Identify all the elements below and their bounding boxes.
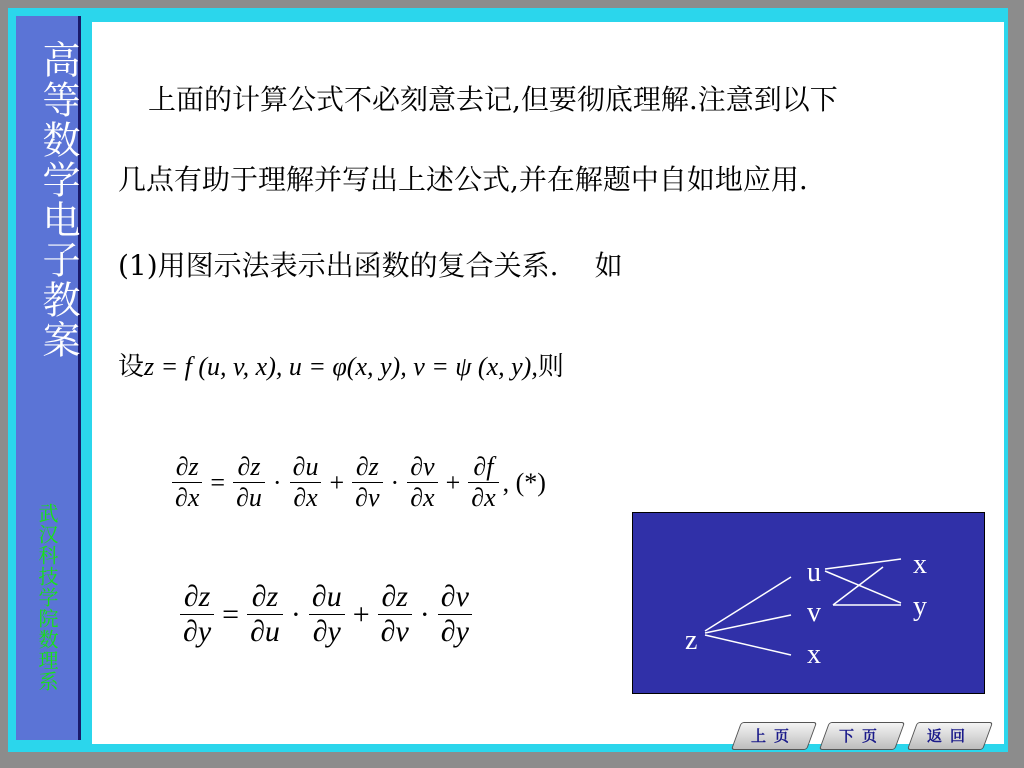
node-y-right: y [913,591,927,622]
definition-formula [118,346,564,383]
prev-page-button[interactable] [731,722,817,750]
frame-bottom [0,752,1024,768]
edge-z-u [705,577,791,631]
nav-bar [720,718,1006,750]
paragraph-line-3-suffix: 如 [594,249,623,282]
frame-top [0,0,1024,8]
prev-page-label: 上页 [750,727,797,745]
paragraph-line-3-text: (1)用图示法表示出函数的复合关系. [118,249,559,282]
equation-dz-dx: $\frac{\partial z}{\partial x}$ = $\frac{\partial z}{\partial u}$ · $\frac{\partial u}{\partial x}$ + $\frac{\partial z}{\partial v}$ · $\frac{\partial v}{\partial x}$ + $\frac{\partial f}{\partial x}$ , (*) [170,452,552,513]
frame-left [0,0,8,768]
edge-z-x [705,635,791,655]
equation-dz-dy: $\frac{\partial z}{\partial y}$ = $\frac{\partial z}{\partial u}$ · $\frac{\partial u}{\partial y}$ + $\frac{\partial z}{\partial v}$ · $\frac{\partial v}{\partial y}$ [178,580,474,649]
paragraph-line-1: 上面的计算公式不必刻意去记,但要彻底理解.注意到以下 [148,83,838,116]
next-page-label: 下页 [838,727,885,745]
sidebar-subtitle [16,503,78,713]
definition-expression: z = f (u, v, x), u = φ(x, y), v = ψ (x, y), [144,352,538,381]
node-z: z [685,625,698,656]
paragraph-line-2: 几点有助于理解并写出上述公式,并在解题中自如地应用. [118,163,808,196]
node-x-mid: x [807,639,821,670]
next-page-button[interactable] [819,722,905,750]
sidebar-title [16,40,78,360]
frame-right [1008,0,1024,768]
dependency-diagram [632,512,985,694]
edge-v-x [833,567,883,605]
back-label: 返回 [926,727,973,745]
definition-prefix: 设 [118,352,145,382]
sidebar-subtitle-text: 武汉科技学院数理系 [35,503,59,692]
sidebar-title-text: 高等数学电子教案 [36,40,80,360]
paragraph-line-3 [118,244,623,284]
node-v: v [807,597,821,628]
edge-z-v [705,615,791,633]
node-u: u [807,557,821,588]
definition-suffix: 则 [537,352,564,382]
node-x-right: x [913,549,927,580]
back-button[interactable] [907,722,993,750]
equation-tag: , (*) [502,467,546,497]
edge-u-x [825,559,901,569]
edge-u-y [825,571,901,603]
